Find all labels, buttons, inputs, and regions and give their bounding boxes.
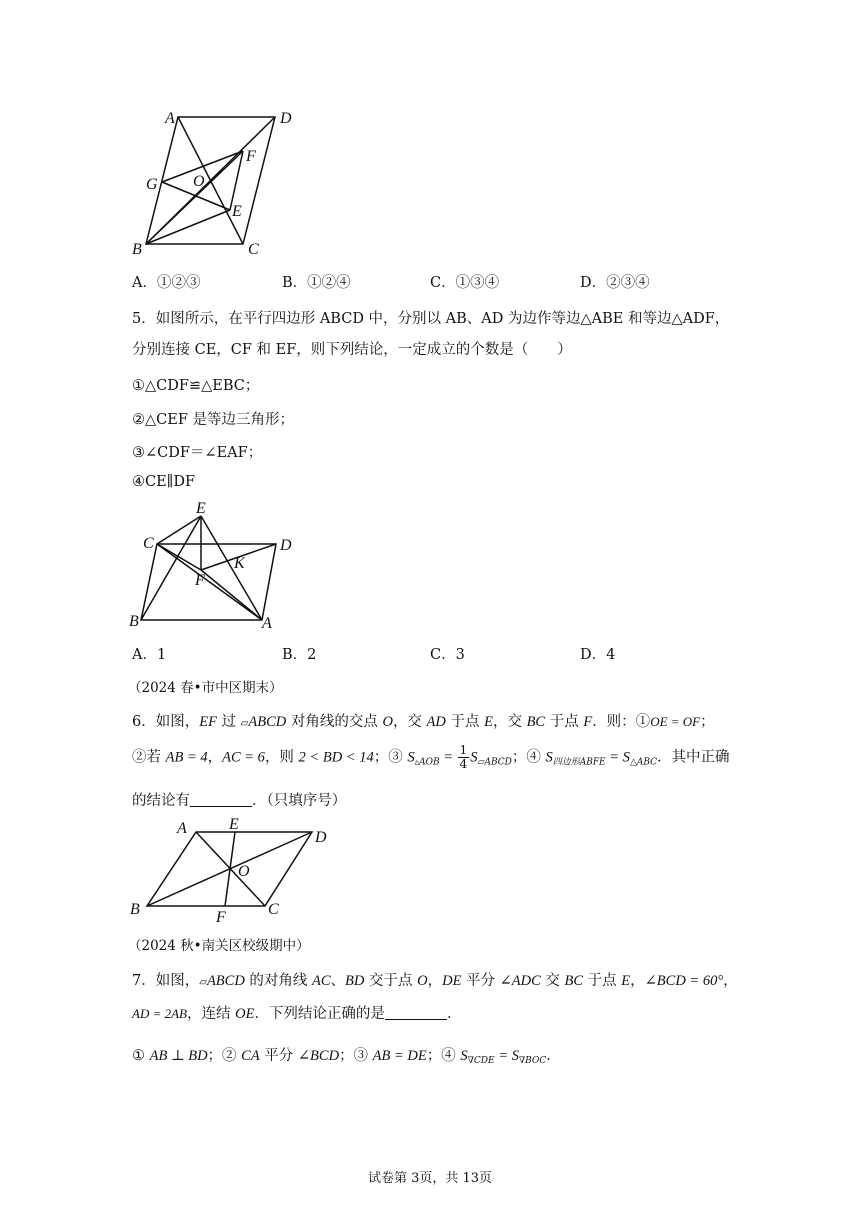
fraction-one-quarter: $\frac{1}{4}$ xyxy=(459,743,468,771)
fig1-label-c: C xyxy=(248,241,259,258)
fig3-label-d: D xyxy=(315,829,327,846)
fig2-label-a: A xyxy=(262,615,272,632)
fig3-label-e: E xyxy=(229,816,239,833)
fig3-label-b: B xyxy=(130,901,140,918)
fig3-label-a: A xyxy=(177,820,187,837)
fig2-label-c: C xyxy=(143,535,154,552)
q6-stem-line2: ②若 AB = 4，AC = 6，则 2 < BD < 14；③ $S_{▵AOB}$ = $\frac{1}{4}$ $S_{▱ABCD}$；④ $S_{四边形ABFE} = S_{\triangle ABC}$．其中正确 xyxy=(132,743,730,771)
fig3-label-f: F xyxy=(216,909,226,926)
q5-option-d: D．4 xyxy=(580,647,616,663)
q5-item-4: ④CE∥DF xyxy=(132,474,196,490)
parallelogram-symbol: ▱ xyxy=(240,718,249,729)
fig2-label-b: B xyxy=(129,613,139,630)
q6-source: （2024 春•市中区期末） xyxy=(128,680,283,696)
q6-stem-line1: 6．如图，EF 过 ▱ABCD 对角线的交点 O，交 AD 于点 E，交 BC 于点 F．则：①OE = OF； xyxy=(132,714,715,730)
fig3-line-ef xyxy=(225,832,235,906)
fig1-label-o: O xyxy=(193,173,205,190)
q5-option-a: A．1 xyxy=(132,647,167,663)
fig2-label-f: F xyxy=(195,572,205,589)
parallelogram-symbol-2: ▱ xyxy=(199,977,207,988)
q4-option-d: D．②③④ xyxy=(580,275,650,291)
q5-stem-line2: 分别连接 CE，CF 和 EF，则下列结论，一定成立的个数是（ ） xyxy=(132,342,572,358)
q5-item-2: ②△CEF 是等边三角形； xyxy=(132,412,294,428)
q4-option-c: C．①③④ xyxy=(430,275,500,291)
q7-stem-line1: 7．如图，▱ABCD 的对角线 AC、BD 交于点 O，DE 平分 ∠ADC 交 BC 于点 E，∠BCD = 60°， xyxy=(132,973,738,989)
fig1-label-e: E xyxy=(232,203,242,220)
q5-option-b: B．2 xyxy=(282,647,317,663)
q7-answer-blank[interactable] xyxy=(385,1005,447,1020)
q7-source: （2024 秋•南关区校级期中） xyxy=(128,938,310,954)
fig3-label-c: C xyxy=(268,901,279,918)
q7-stem-line2: AD = 2AB，连结 OE．下列结论正确的是 ． xyxy=(132,1006,462,1022)
q6-stem-line3: 的结论有 ．（只填序号） xyxy=(132,793,347,809)
q7-conclusions: ① AB ⊥ BD；② CA 平分 ∠BCD；③ AB = DE；④ $S_{\nabla CDE} = S_{\nabla BOC}$． xyxy=(132,1048,561,1066)
q5-item-3: ③∠CDF＝∠EAF； xyxy=(132,445,263,461)
fig3-label-o: O xyxy=(238,863,250,880)
q5-item-1: ①△CDF≌△EBC； xyxy=(132,378,260,394)
q5-option-c: C．3 xyxy=(430,647,465,663)
fig1-label-b: B xyxy=(132,241,142,258)
fig2-label-k: K xyxy=(234,555,245,572)
fig1-label-f: F xyxy=(246,148,256,165)
q4-option-a: A．①②③ xyxy=(132,275,201,291)
page-footer: 试卷第 3页，共 13页 xyxy=(367,1171,493,1186)
fig2-label-e: E xyxy=(196,500,206,517)
q5-stem-line1: 5．如图所示，在平行四边形 ABCD 中，分别以 AB、AD 为边作等边△ABE 和等边△ADF， xyxy=(132,311,730,327)
q4-option-b: B．①②④ xyxy=(282,275,351,291)
fig1-label-a: A xyxy=(165,110,175,127)
fig2-label-d: D xyxy=(280,537,292,554)
fig1-label-g: G xyxy=(146,176,158,193)
fig1-label-d: D xyxy=(280,110,292,127)
